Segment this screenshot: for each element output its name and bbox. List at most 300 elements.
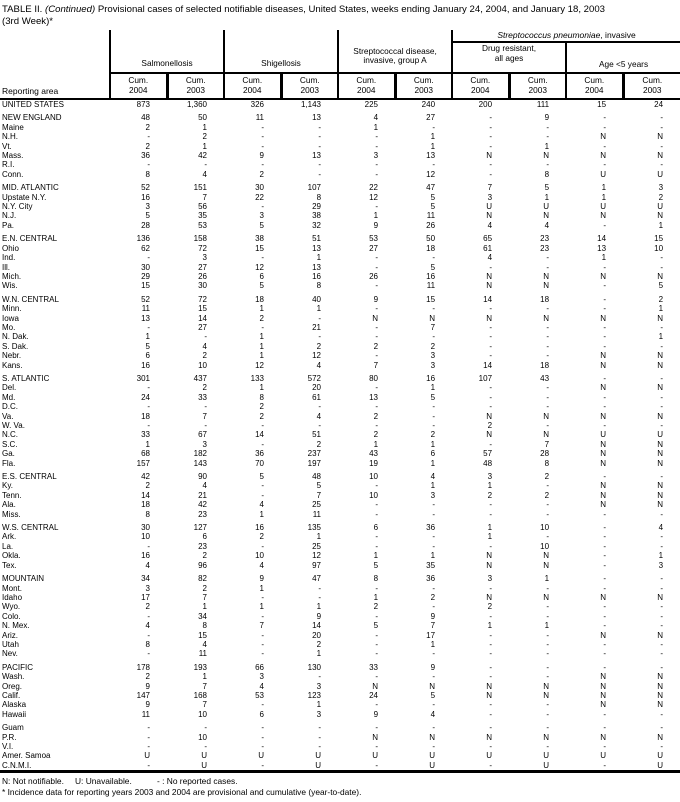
cell: - xyxy=(546,639,550,649)
cell: 1 xyxy=(658,551,664,561)
footnote-legend xyxy=(2,776,680,787)
table-row xyxy=(0,314,680,323)
cell: U xyxy=(429,751,436,761)
cell: N xyxy=(600,313,607,323)
cell: 1 xyxy=(316,700,322,710)
cell: - xyxy=(603,602,607,612)
cell: 1 xyxy=(259,602,264,612)
col-group-shigellosis xyxy=(224,30,338,73)
cell: - xyxy=(375,541,379,551)
cell: - xyxy=(489,141,493,151)
cell: 1 xyxy=(658,304,664,314)
cell: 1 xyxy=(430,141,436,151)
cell: N xyxy=(600,592,607,602)
cell: N xyxy=(657,351,664,361)
cell: 65 xyxy=(483,234,493,244)
cell: - xyxy=(489,700,493,710)
table-row xyxy=(0,751,680,760)
table-row xyxy=(0,723,680,732)
cell: 1 xyxy=(202,141,207,151)
cell: - xyxy=(375,132,379,142)
cell: - xyxy=(660,392,664,402)
table-row xyxy=(0,421,680,430)
cell: 10 xyxy=(198,709,207,719)
cell: 7 xyxy=(202,700,207,710)
cell: 5 xyxy=(316,481,322,491)
cell: - xyxy=(546,649,550,659)
row-label: P.R. xyxy=(2,732,17,742)
cell: - xyxy=(660,602,664,612)
row-label: Hawaii xyxy=(2,709,27,719)
cell: - xyxy=(375,141,379,151)
cell: 7 xyxy=(430,621,436,631)
cell: - xyxy=(546,392,550,402)
cell: U xyxy=(600,202,607,212)
cell: 1 xyxy=(487,532,493,542)
cell: U xyxy=(657,760,664,770)
row-label: Calif. xyxy=(2,690,21,700)
cell: 27 xyxy=(198,262,207,272)
cell: 11 xyxy=(141,709,150,719)
cell: 15 xyxy=(426,294,436,304)
cell: - xyxy=(489,583,493,593)
cell: 12 xyxy=(426,169,436,179)
cell: - xyxy=(432,332,436,342)
cell: 27 xyxy=(198,322,207,332)
cell: - xyxy=(660,574,664,584)
cell: - xyxy=(261,760,264,770)
cell: - xyxy=(432,122,436,132)
cell: 1 xyxy=(259,341,264,351)
cell: - xyxy=(375,742,379,751)
cell: 2 xyxy=(145,602,150,612)
footnote-incidence: * Incidence data for reporting years 2003 and 2004 are provisional and cumulative (year-to-date). xyxy=(2,786,362,797)
cell: - xyxy=(546,742,550,751)
table-row xyxy=(0,281,680,290)
cell: - xyxy=(603,141,607,151)
cell: 14 xyxy=(198,313,207,323)
cell: 43 xyxy=(540,373,550,383)
row-label: Vt. xyxy=(2,141,12,151)
row-label: W.S. CENTRAL xyxy=(2,523,59,533)
table-row xyxy=(0,234,680,243)
cell: 2 xyxy=(430,430,436,440)
cell: 9 xyxy=(373,709,379,719)
cell: U xyxy=(486,751,493,761)
cell: N xyxy=(429,681,436,691)
cell: 1 xyxy=(316,532,322,542)
cell: 11 xyxy=(426,281,436,291)
table-header xyxy=(0,30,680,99)
cell: - xyxy=(204,160,207,170)
row-label: Upstate N.Y. xyxy=(2,192,47,202)
cell: - xyxy=(432,253,436,263)
cell: - xyxy=(546,509,550,519)
cell: - xyxy=(660,583,664,593)
page-title xyxy=(0,0,680,27)
cell: 47 xyxy=(426,183,436,193)
cell: 34 xyxy=(141,574,150,584)
cell: - xyxy=(489,351,493,361)
cell: - xyxy=(660,421,664,430)
cell: 2 xyxy=(259,169,264,179)
cell: 5 xyxy=(430,690,436,700)
row-label: S.C. xyxy=(2,439,18,449)
cell: - xyxy=(489,262,493,272)
cell: 14 xyxy=(483,360,493,370)
cell: 225 xyxy=(364,100,379,109)
cell: N xyxy=(486,313,493,323)
cell: 4 xyxy=(487,220,493,230)
table-row xyxy=(0,551,680,560)
cell: 3 xyxy=(316,681,322,691)
cell: - xyxy=(603,322,607,332)
row-label: UNITED STATES xyxy=(2,100,64,109)
cell: - xyxy=(204,332,207,342)
cell: - xyxy=(489,132,493,142)
cell: - xyxy=(261,322,264,332)
cell: 12 xyxy=(312,351,322,361)
cell: 2 xyxy=(202,583,207,593)
cell: - xyxy=(603,574,607,584)
cell: 1,360 xyxy=(186,100,207,109)
cell: 19 xyxy=(369,458,379,468)
cell: 14 xyxy=(255,430,264,440)
cell: - xyxy=(489,122,493,132)
title-rest: Provisional cases of selected notifiable diseases, United States, weeks ending January 24, 2004, and January 18, 2003 xyxy=(95,4,606,15)
cell: 18 xyxy=(540,294,550,304)
cell: 178 xyxy=(136,662,150,672)
cell: - xyxy=(432,532,436,542)
cell: 4 xyxy=(202,169,207,179)
cell: N xyxy=(600,681,607,691)
row-label: S. Dak. xyxy=(2,341,29,351)
cell: - xyxy=(660,262,664,272)
cell: - xyxy=(489,392,493,402)
cell: 1 xyxy=(259,332,264,342)
cell: N xyxy=(543,151,550,161)
cell: 3 xyxy=(430,490,436,500)
cell: - xyxy=(660,341,664,351)
row-label: Mo. xyxy=(2,322,16,332)
cell: N xyxy=(543,271,550,281)
row-label: Ohio xyxy=(2,243,19,253)
cell: 29 xyxy=(312,202,322,212)
cell: 42 xyxy=(141,472,150,482)
cell: 1 xyxy=(373,122,379,132)
cell: - xyxy=(147,723,150,733)
cell: U xyxy=(201,760,207,770)
cell: - xyxy=(432,742,436,751)
row-label: NEW ENGLAND xyxy=(2,113,62,123)
cell: 25 xyxy=(312,500,322,510)
cell: 1 xyxy=(373,592,379,602)
table-row xyxy=(0,612,680,621)
cell: - xyxy=(660,709,664,719)
cell: - xyxy=(603,332,607,342)
table-row xyxy=(0,663,680,672)
table-row xyxy=(0,621,680,630)
table-row xyxy=(0,361,680,370)
cell: - xyxy=(375,160,379,170)
cell: - xyxy=(546,341,550,351)
row-label: Va. xyxy=(2,411,14,421)
cell: - xyxy=(432,421,436,430)
cell: 24 xyxy=(141,392,150,402)
table-row xyxy=(0,211,680,220)
cell: 32 xyxy=(312,220,322,230)
cell: - xyxy=(603,262,607,272)
row-label: Ind. xyxy=(2,253,16,263)
cell: 133 xyxy=(250,373,264,383)
cell: - xyxy=(261,541,264,551)
cell: - xyxy=(660,621,664,631)
cell: 8 xyxy=(544,169,550,179)
table-row xyxy=(0,332,680,341)
cell: 10 xyxy=(540,541,550,551)
cell: 13 xyxy=(426,151,436,161)
cell: - xyxy=(546,481,550,491)
notifiable-diseases-table xyxy=(0,30,680,773)
column-header-cum-2004: Cum. 2004 xyxy=(110,73,167,99)
row-label: V.I. xyxy=(2,742,14,751)
cell: - xyxy=(375,304,379,314)
cell: - xyxy=(147,742,150,751)
cell: 18 xyxy=(141,500,150,510)
cell: N xyxy=(600,271,607,281)
cell: 8 xyxy=(373,574,379,584)
cell: 6 xyxy=(430,449,436,459)
cell: N xyxy=(600,500,607,510)
cell: - xyxy=(261,490,264,500)
cell: - xyxy=(660,532,664,542)
cell: 36 xyxy=(255,449,264,459)
row-label: MID. ATLANTIC xyxy=(2,183,59,193)
cell: 1 xyxy=(430,458,436,468)
cell: N xyxy=(657,132,664,142)
cell: - xyxy=(375,262,379,272)
table-row xyxy=(0,304,680,313)
cell: 2 xyxy=(658,294,664,304)
cell: N xyxy=(600,732,607,742)
row-label: Utah xyxy=(2,639,19,649)
cell: 17 xyxy=(141,592,150,602)
cell: 2 xyxy=(202,351,207,361)
cell: 1 xyxy=(430,439,436,449)
cell: N xyxy=(486,281,493,291)
cell: - xyxy=(261,481,264,491)
cell: - xyxy=(432,160,436,170)
cell: 57 xyxy=(483,449,493,459)
cell: 1 xyxy=(202,122,207,132)
col-group-label: Age <5 years xyxy=(598,59,649,70)
cell: 16 xyxy=(141,551,150,561)
cell: 3 xyxy=(487,574,493,584)
cell: N xyxy=(486,211,493,221)
cell: - xyxy=(546,611,550,621)
row-label: Wis. xyxy=(2,281,18,291)
cell: 9 xyxy=(544,113,550,123)
cell: 1 xyxy=(544,621,550,631)
table-row xyxy=(0,170,680,179)
cell: - xyxy=(546,253,550,263)
table-row xyxy=(0,542,680,551)
row-label: Ala. xyxy=(2,500,16,510)
cell: - xyxy=(603,760,607,770)
cell: 9 xyxy=(145,700,150,710)
cell: N xyxy=(600,211,607,221)
cell: 1 xyxy=(259,383,264,393)
cell: 53 xyxy=(198,220,207,230)
cell: 123 xyxy=(307,690,322,700)
cell: 4 xyxy=(430,709,436,719)
cell: 7 xyxy=(202,681,207,691)
cell: 8 xyxy=(145,509,150,519)
cell: - xyxy=(432,402,436,412)
cell: - xyxy=(489,541,493,551)
cell: 23 xyxy=(540,243,550,253)
cell: - xyxy=(432,649,436,659)
cell: 23 xyxy=(540,234,550,244)
cell: - xyxy=(660,723,664,733)
cell: - xyxy=(375,169,379,179)
row-label: E.N. CENTRAL xyxy=(2,234,58,244)
table-row xyxy=(0,561,680,570)
table-row xyxy=(0,672,680,681)
cell: - xyxy=(375,630,379,640)
cell: 1 xyxy=(316,304,322,314)
cell: 1 xyxy=(259,304,264,314)
column-header-cum-2004: Cum. 2004 xyxy=(452,73,509,99)
cell: 13 xyxy=(312,113,322,123)
cell: 15 xyxy=(198,304,207,314)
cell: - xyxy=(147,760,150,770)
cell: U xyxy=(201,751,207,761)
cell: 36 xyxy=(141,151,150,161)
cell: 5 xyxy=(145,341,150,351)
row-label: Ga. xyxy=(2,449,15,459)
cell: 33 xyxy=(369,662,379,672)
cell: - xyxy=(489,169,493,179)
cell: 2 xyxy=(316,639,322,649)
col-group-drug-resistant xyxy=(452,42,566,73)
table-row xyxy=(0,691,680,700)
cell: - xyxy=(489,709,493,719)
cell: 16 xyxy=(312,271,322,281)
cell: 10 xyxy=(369,490,379,500)
cell: - xyxy=(261,592,264,602)
row-label: Miss. xyxy=(2,509,21,519)
cell: - xyxy=(546,332,550,342)
cell: 7 xyxy=(487,183,493,193)
cell: - xyxy=(375,500,379,510)
cell: - xyxy=(546,322,550,332)
col-group-label: Streptococcal disease, xyxy=(353,45,437,56)
cell: - xyxy=(660,122,664,132)
cell: N xyxy=(486,690,493,700)
cell: 25 xyxy=(312,541,322,551)
cell: 28 xyxy=(540,449,550,459)
table-row xyxy=(0,412,680,421)
cell: 2 xyxy=(145,122,150,132)
cell: 5 xyxy=(544,183,550,193)
cell: 182 xyxy=(193,449,207,459)
row-label: La. xyxy=(2,541,14,551)
cell: 10 xyxy=(369,472,379,482)
reporting-area-header: Reporting area xyxy=(0,73,110,99)
cell: - xyxy=(147,630,150,640)
cell: - xyxy=(318,672,322,682)
cell: 158 xyxy=(193,234,207,244)
cell: - xyxy=(489,611,493,621)
cell: N xyxy=(600,132,607,142)
cell: - xyxy=(660,742,664,751)
row-label: Fla. xyxy=(2,458,16,468)
cell: 1 xyxy=(601,253,607,263)
cell: N xyxy=(600,700,607,710)
row-label: Amer. Samoa xyxy=(2,751,51,761)
table-row xyxy=(0,472,680,481)
row-label: Ill. xyxy=(2,262,10,272)
row-label: N. Mex. xyxy=(2,621,30,631)
cell: - xyxy=(432,602,436,612)
cell: 4 xyxy=(202,639,207,649)
cell: 2 xyxy=(145,141,150,151)
table-row xyxy=(0,402,680,411)
cell: N xyxy=(657,211,664,221)
cell: - xyxy=(546,709,550,719)
cell: - xyxy=(204,402,207,412)
cell: 11 xyxy=(255,113,264,123)
cell: N xyxy=(543,211,550,221)
cell: 9 xyxy=(373,220,379,230)
cell: - xyxy=(318,592,322,602)
cell: N xyxy=(600,439,607,449)
cell: 30 xyxy=(198,281,207,291)
cell: N xyxy=(543,551,550,561)
cell: N xyxy=(657,592,664,602)
cell: 10 xyxy=(540,523,550,533)
cell: 2 xyxy=(544,472,550,482)
title-line-1 xyxy=(2,4,680,16)
cell: 50 xyxy=(426,234,436,244)
table-body xyxy=(0,99,680,772)
cell: U xyxy=(657,202,664,212)
cell: 200 xyxy=(478,100,493,109)
cell: 2 xyxy=(202,383,207,393)
cell: 11 xyxy=(198,649,207,659)
cell: 1 xyxy=(544,192,550,202)
cell: N xyxy=(486,681,493,691)
table-row xyxy=(0,602,680,611)
cell: 7 xyxy=(202,592,207,602)
cell: 10 xyxy=(255,551,264,561)
row-label: Mich. xyxy=(2,271,22,281)
cell: N xyxy=(657,490,664,500)
table-row xyxy=(0,383,680,392)
cell: 61 xyxy=(312,392,322,402)
cell: - xyxy=(432,583,436,593)
row-label: N. Dak. xyxy=(2,332,29,342)
cell: 7 xyxy=(202,192,207,202)
row-label: N.C. xyxy=(2,430,18,440)
cell: - xyxy=(204,421,207,430)
cell: N xyxy=(600,690,607,700)
cell: 3 xyxy=(658,560,664,570)
col-group-strep-a xyxy=(338,30,452,73)
cell: 9 xyxy=(316,611,322,621)
cell: - xyxy=(375,332,379,342)
